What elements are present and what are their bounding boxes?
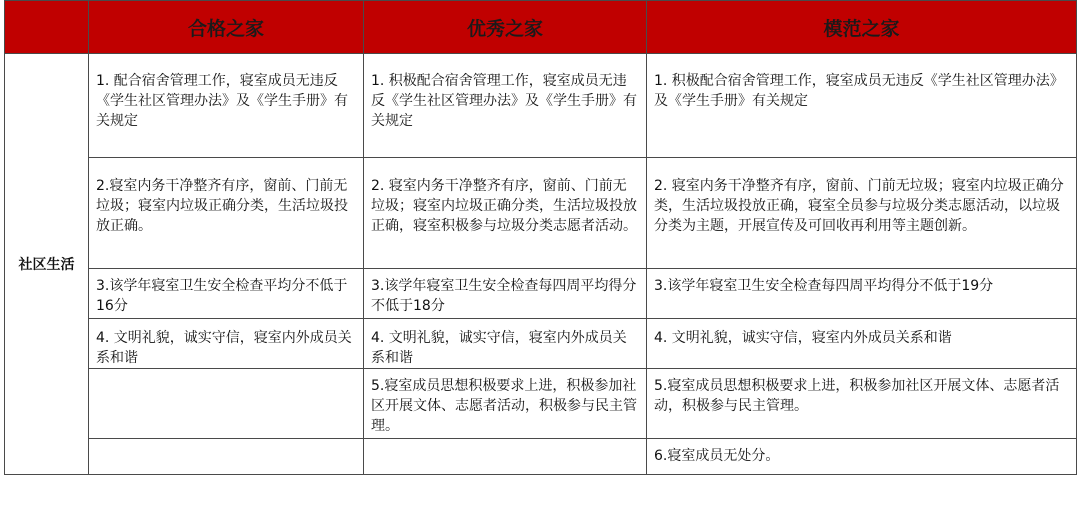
header-model-home: 模范之家 [647, 1, 1077, 54]
table-cell [89, 439, 364, 475]
table-cell: 1. 配合宿舍管理工作，寝室成员无违反《学生社区管理办法》及《学生手册》有关规定 [89, 54, 364, 158]
table-cell: 1. 积极配合宿舍管理工作，寝室成员无违反《学生社区管理办法》及《学生手册》有关规定 [364, 54, 647, 158]
table-cell: 3.该学年寝室卫生安全检查平均分不低于16分 [89, 269, 364, 319]
table-cell: 4. 文明礼貌，诚实守信，寝室内外成员关系和谐 [647, 319, 1077, 369]
table-row [5, 54, 1077, 158]
table-cell: 6.寝室成员无处分。 [647, 439, 1077, 475]
table-row [5, 269, 1077, 319]
table-cell: 3.该学年寝室卫生安全检查每四周平均得分不低于18分 [364, 269, 647, 319]
table-cell: 3.该学年寝室卫生安全检查每四周平均得分不低于19分 [647, 269, 1077, 319]
header-qualified-home: 合格之家 [89, 1, 364, 54]
table-row [5, 369, 1077, 439]
table-cell: 2. 寝室内务干净整齐有序，窗前、门前无垃圾；寝室内垃圾正确分类，生活垃圾投放正确，寝室积极参与垃圾分类志愿者活动。 [364, 158, 647, 269]
table-row [5, 158, 1077, 269]
table-cell [89, 369, 364, 439]
table-cell: 5.寝室成员思想积极要求上进，积极参加社区开展文体、志愿者活动，积极参与民主管理。 [364, 369, 647, 439]
table-cell: 1. 积极配合宿舍管理工作，寝室成员无违反《学生社区管理办法》及《学生手册》有关规定 [647, 54, 1077, 158]
table-cell: 2. 寝室内务干净整齐有序，窗前、门前无垃圾；寝室内垃圾正确分类，生活垃圾投放正确，寝室全员参与垃圾分类志愿活动，以垃圾分类为主题，开展宣传及可回收再利用等主题创新。 [647, 158, 1077, 269]
table-row [5, 439, 1077, 475]
table-cell: 4. 文明礼貌，诚实守信，寝室内外成员关系和谐 [364, 319, 647, 369]
header-excellent-home: 优秀之家 [364, 1, 647, 54]
table-cell [364, 439, 647, 475]
row-label-community-life: 社区生活 [5, 54, 89, 475]
table-cell: 4. 文明礼貌，诚实守信，寝室内外成员关系和谐 [89, 319, 364, 369]
header-row [5, 1, 1077, 54]
header-corner [5, 1, 89, 54]
criteria-table [4, 0, 1077, 475]
table-cell: 5.寝室成员思想积极要求上进，积极参加社区开展文体、志愿者活动，积极参与民主管理。 [647, 369, 1077, 439]
table-cell: 2.寝室内务干净整齐有序，窗前、门前无垃圾；寝室内垃圾正确分类，生活垃圾投放正确。 [89, 158, 364, 269]
table-row [5, 319, 1077, 369]
